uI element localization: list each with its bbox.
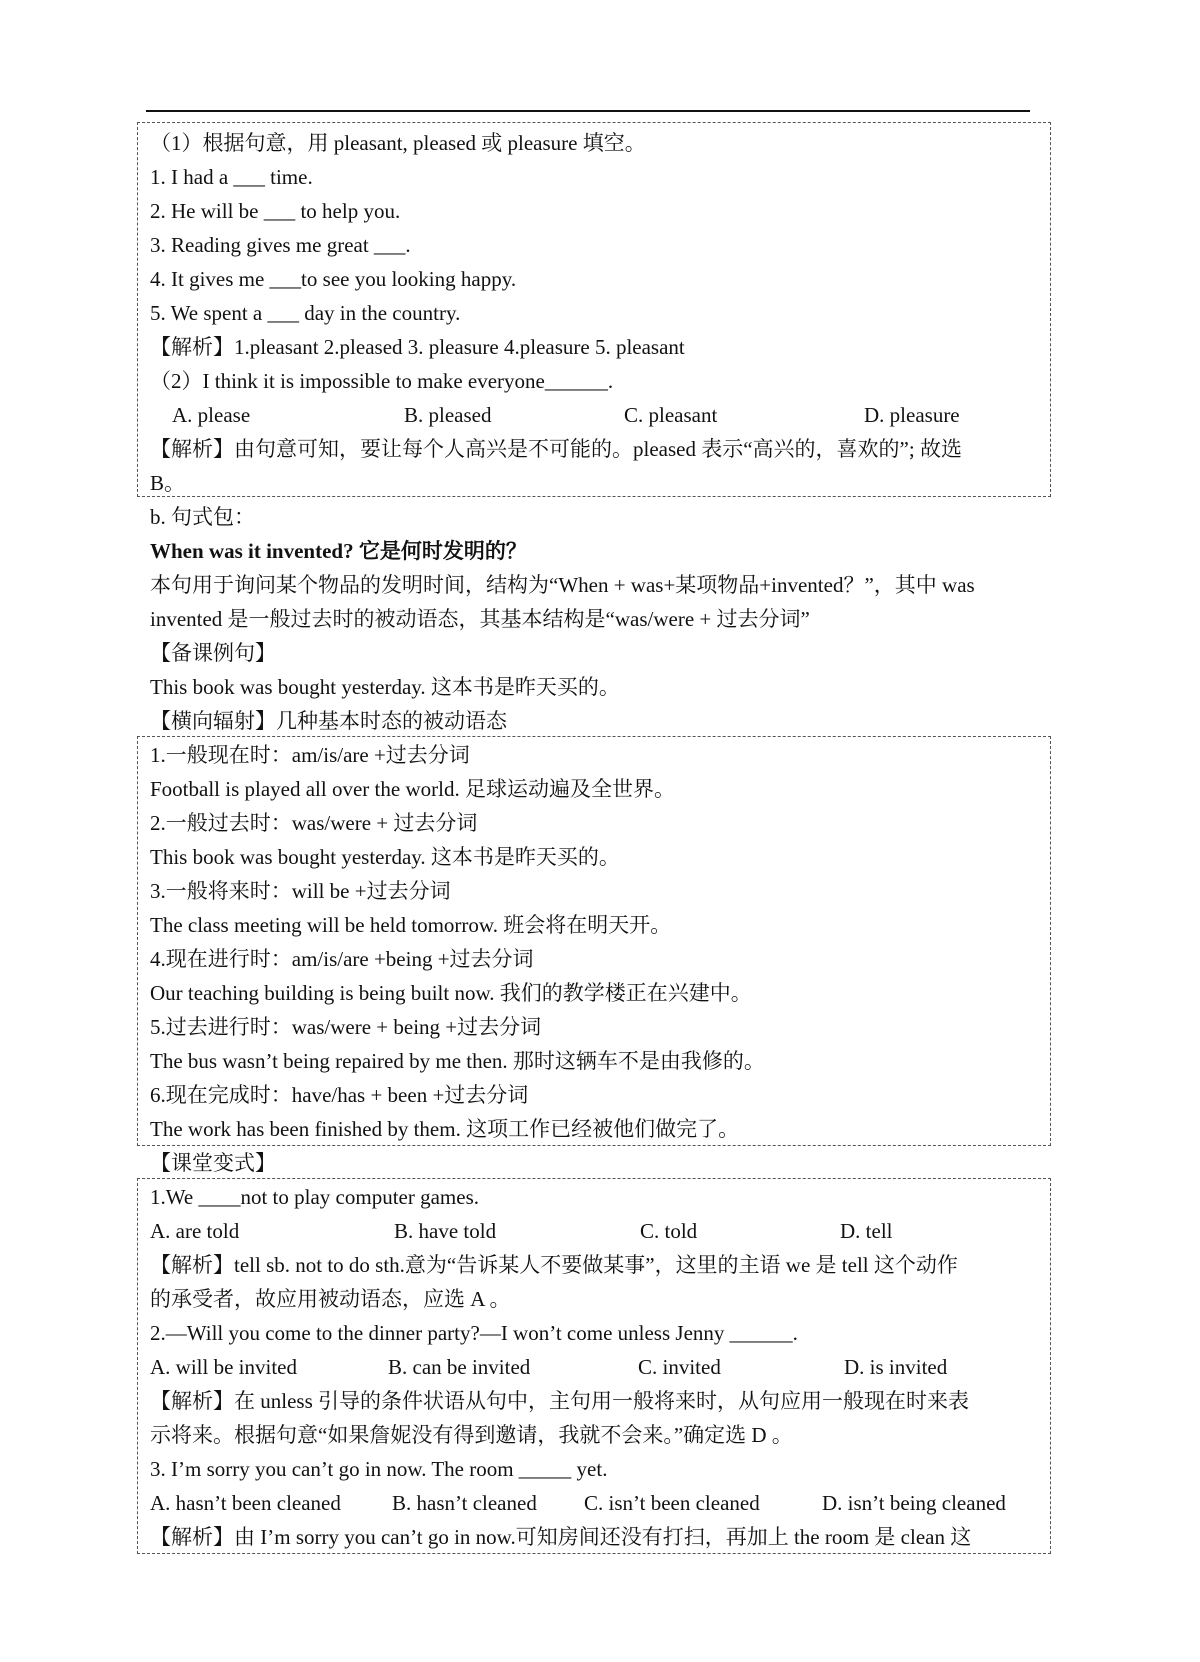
variation-q1-analysis-line2: 的承受者，故应用被动语态，应选 A 。 — [150, 1287, 511, 1311]
box1-item-5: 5. We spent a ___ day in the country. — [150, 301, 461, 325]
variation-q3-option-b: B. hasn’t cleaned — [392, 1491, 537, 1515]
box1-item-4: 4. It gives me ___to see you looking happy. — [150, 267, 517, 291]
variation-q3-option-c: C. isn’t been cleaned — [584, 1491, 760, 1515]
box1-analysis-2-line1: 【解析】由句意可知，要让每个人高兴是不可能的。pleased 表示“高兴的，喜欢的”; 故选 — [150, 437, 962, 461]
variation-q1-option-c: C. told — [640, 1219, 698, 1243]
variation-q1-option-d: D. tell — [840, 1219, 893, 1243]
tense-line-8: Our teaching building is being built now. 我们的教学楼正在兴建中。 — [150, 981, 752, 1005]
example-heading: 【备课例句】 — [150, 641, 276, 665]
radiation-heading: 【横向辐射】几种基本时态的被动语态 — [150, 709, 507, 733]
tense-line-10: The bus wasn’t being repaired by me then. 那时这辆车不是由我修的。 — [150, 1049, 765, 1073]
box1-option-b: B. pleased — [404, 403, 492, 427]
box1-item-3: 3. Reading gives me great ___. — [150, 233, 411, 257]
variation-q3-analysis-line1: 【解析】由 I’m sorry you can’t go in now.可知房间还没有打扫，再加上 the room 是 clean 这 — [150, 1525, 972, 1549]
box1-analysis-2-line2: B。 — [150, 471, 186, 495]
tense-line-12: The work has been finished by them. 这项工作已经被他们做完了。 — [150, 1117, 740, 1141]
variation-q1: 1.We ____not to play computer games. — [150, 1185, 479, 1209]
variation-q2-option-b: B. can be invited — [388, 1355, 531, 1379]
variation-q3: 3. I’m sorry you can’t go in now. The room _____ yet. — [150, 1457, 608, 1481]
variation-q2-option-a: A. will be invited — [150, 1355, 297, 1379]
tense-line-9: 5.过去进行时：was/were + being +过去分词 — [150, 1015, 542, 1039]
box1-option-c: C. pleasant — [624, 403, 718, 427]
section-b-desc-line2: invented 是一般过去时的被动语态，其基本结构是“was/were + 过去分词” — [150, 607, 810, 631]
variation-q2: 2.—Will you come to the dinner party?—I won’t come unless Jenny ______. — [150, 1321, 798, 1345]
tense-line-1: 1.一般现在时：am/is/are +过去分词 — [150, 743, 470, 767]
box1-option-a: A. please — [172, 403, 251, 427]
tense-line-6: The class meeting will be held tomorrow. 班会将在明天开。 — [150, 913, 672, 937]
variation-q3-option-d: D. isn’t being cleaned — [822, 1491, 1006, 1515]
variation-q1-option-a: A. are told — [150, 1219, 240, 1243]
tense-line-11: 6.现在完成时：have/has + been +过去分词 — [150, 1083, 529, 1107]
variation-q1-option-b: B. have told — [394, 1219, 497, 1243]
box1-heading: （1）根据句意，用 pleasant, pleased 或 pleasure 填空。 — [150, 131, 646, 155]
tense-line-5: 3.一般将来时：will be +过去分词 — [150, 879, 451, 903]
tense-line-7: 4.现在进行时：am/is/are +being +过去分词 — [150, 947, 534, 971]
variation-q2-analysis-line2: 示将来。根据句意“如果詹妮没有得到邀请，我就不会来。”确定选 D 。 — [150, 1423, 793, 1447]
variation-q1-analysis-line1: 【解析】tell sb. not to do sth.意为“告诉某人不要做某事”，这里的主语 we 是 tell 这个动作 — [150, 1253, 958, 1277]
example-sentence: This book was bought yesterday. 这本书是昨天买的。 — [150, 675, 620, 699]
box1-item-1: 1. I had a ___ time. — [150, 165, 313, 189]
box1-analysis-1: 【解析】1.pleasant 2.pleased 3. pleasure 4.pleasure 5. pleasant — [150, 335, 685, 359]
box1-item-2: 2. He will be ___ to help you. — [150, 199, 401, 223]
class-variation-heading: 【课堂变式】 — [150, 1151, 276, 1175]
variation-q2-analysis-line1: 【解析】在 unless 引导的条件状语从句中，主句用一般将来时，从句应用一般现在时来表 — [150, 1389, 969, 1413]
section-b-label: b. 句式包： — [150, 505, 255, 529]
tense-line-2: Football is played all over the world. 足球运动遍及全世界。 — [150, 777, 675, 801]
box1-question-2: （2）I think it is impossible to make everyone______. — [150, 369, 614, 393]
section-b-desc-line1: 本句用于询问某个物品的发明时间，结构为“When + was+某项物品+invented？”，其中 was — [150, 573, 975, 597]
header-rule — [146, 110, 1030, 112]
tense-line-4: This book was bought yesterday. 这本书是昨天买的。 — [150, 845, 620, 869]
variation-q2-option-d: D. is invited — [844, 1355, 948, 1379]
variation-q2-option-c: C. invited — [638, 1355, 721, 1379]
variation-q3-option-a: A. hasn’t been cleaned — [150, 1491, 341, 1515]
section-b-title: When was it invented? 它是何时发明的？ — [150, 539, 527, 563]
tense-line-3: 2.一般过去时：was/were + 过去分词 — [150, 811, 478, 835]
box1-option-d: D. pleasure — [864, 403, 960, 427]
